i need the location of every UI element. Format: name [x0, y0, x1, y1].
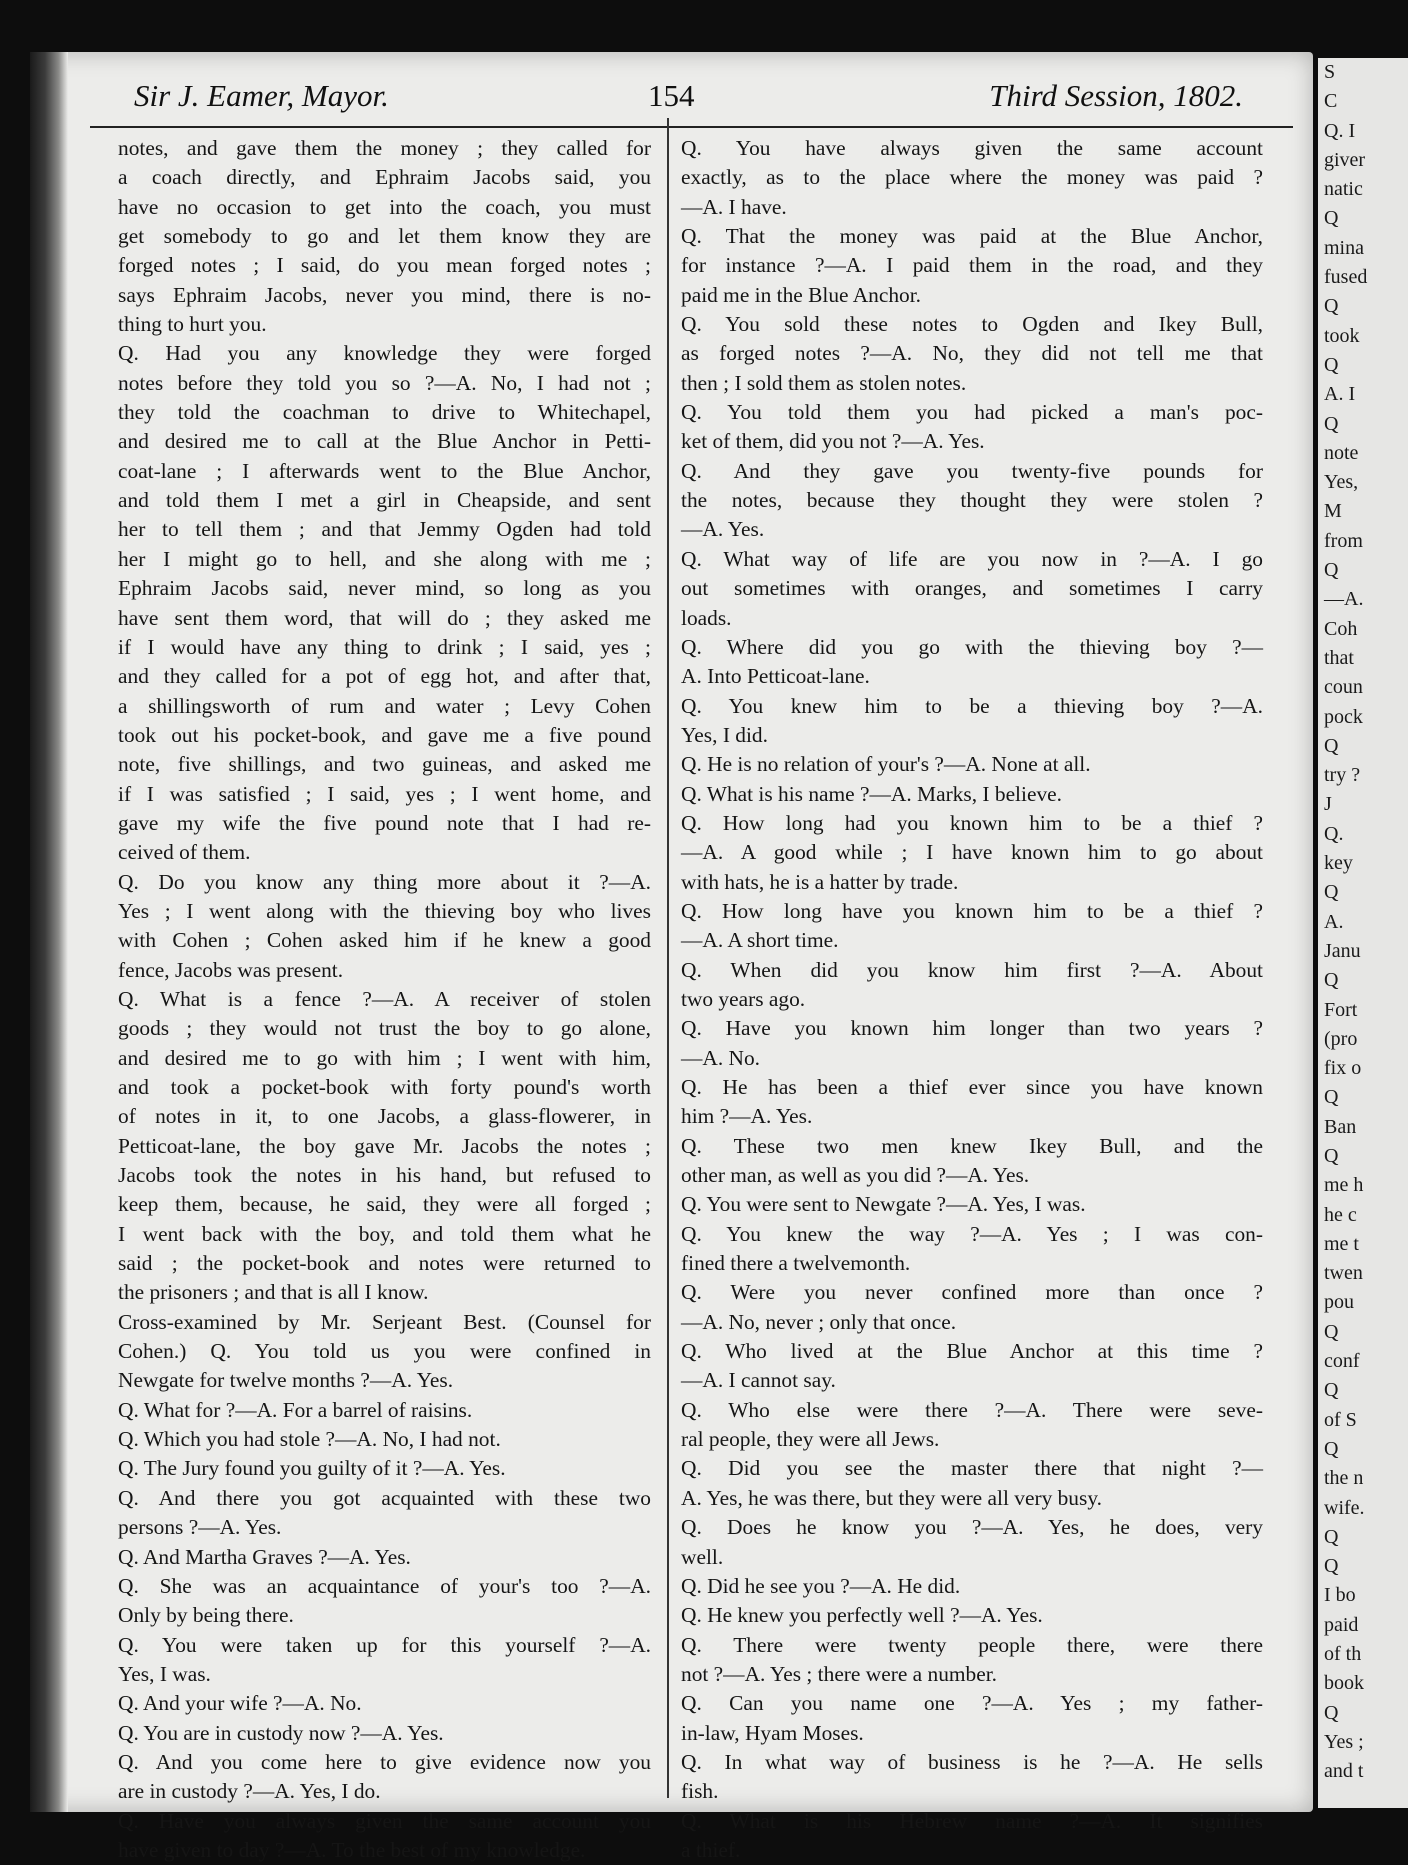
adjacent-page-fragment: the n	[1324, 1467, 1364, 1490]
text-line: Q. What is a fence ?—A. A receiver of stolen	[118, 986, 651, 1011]
text-line: Q. Had you any knowledge they were forged	[118, 341, 651, 366]
text-line: took out his pocket-book, and gave me a five pound	[118, 722, 651, 747]
text-line: Q. In what way of business is he ?—A. He sells	[681, 1749, 1263, 1774]
text-line: are in custody ?—A. Yes, I do.	[118, 1779, 381, 1804]
text-line: Q. Were you never confined more than once ?	[681, 1280, 1263, 1305]
running-header	[100, 78, 1243, 122]
adjacent-page-fragment: Q	[1324, 295, 1339, 318]
text-line: not ?—A. Yes ; there were a number.	[681, 1661, 998, 1686]
adjacent-page-edge	[1318, 58, 1408, 1808]
header-left: Sir J. Eamer, Mayor.	[134, 78, 389, 113]
adjacent-page-fragment: Q	[1324, 1320, 1339, 1343]
adjacent-page-fragment: Q. I	[1324, 119, 1356, 142]
text-line: loads.	[681, 605, 732, 630]
text-line: and told them I met a girl in Cheapside, and sent	[118, 488, 651, 513]
text-line: A. Into Petticoat-lane.	[681, 664, 870, 689]
adjacent-page-fragment: C	[1324, 90, 1338, 113]
text-line: Newgate for twelve months ?—A. Yes.	[118, 1368, 454, 1393]
text-line: Yes, I did.	[681, 722, 768, 747]
text-line: have no occasion to get into the coach, you must	[118, 194, 651, 219]
adjacent-page-fragment: (pro	[1324, 1027, 1358, 1050]
adjacent-page-fragment: took	[1324, 324, 1360, 347]
left-column	[118, 134, 651, 1865]
text-line: and desired me to call at the Blue Anchor in Petti-	[118, 429, 651, 454]
text-line: Q. When did you know him first ?—A. About	[681, 957, 1263, 982]
text-line: gave my wife the five pound note that I had re-	[118, 810, 651, 835]
adjacent-page-fragment: pou	[1324, 1291, 1354, 1314]
adjacent-page-fragment: Q	[1324, 969, 1339, 992]
adjacent-page-fragment: me h	[1324, 1174, 1364, 1197]
adjacent-page-fragment: conf	[1324, 1350, 1360, 1373]
text-line: Q. Have you known him longer than two years ?	[681, 1016, 1263, 1041]
text-line: Q. There were twenty people there, were there	[681, 1632, 1263, 1657]
adjacent-page-fragment: Q	[1324, 881, 1339, 904]
text-line: as forged notes ?—A. No, they did not tell me that	[681, 341, 1263, 366]
text-line: Q. He is no relation of your's ?—A. None at all.	[681, 752, 1091, 777]
text-line: Q. How long have you known him to be a thief ?	[681, 898, 1263, 923]
adjacent-page-fragment: M	[1324, 500, 1342, 523]
header-right: Third Session, 1802.	[989, 78, 1243, 113]
adjacent-page-fragment: —A.	[1324, 588, 1364, 611]
adjacent-page-fragment: S	[1324, 61, 1336, 83]
column-divider	[667, 118, 669, 1798]
text-line: fence, Jacobs was present.	[118, 957, 344, 982]
text-line: and they called for a pot of egg hot, and after that,	[118, 664, 651, 689]
text-line: Cohen.) Q. You told us you were confined in	[118, 1339, 651, 1364]
text-line: Q. Do you know any thing more about it ?—A.	[118, 869, 651, 894]
text-line: Yes ; I went along with the thieving boy who lives	[118, 898, 651, 923]
text-line: him ?—A. Yes.	[681, 1104, 813, 1129]
adjacent-page-fragment: note	[1324, 441, 1359, 464]
adjacent-page-fragment: Fort	[1324, 998, 1358, 1021]
adjacent-page-fragment: paid	[1324, 1613, 1359, 1636]
text-line: Q. These two men knew Ikey Bull, and the	[681, 1133, 1263, 1158]
text-line: goods ; they would not trust the boy to go alone,	[118, 1016, 651, 1041]
adjacent-page-fragment: book	[1324, 1672, 1364, 1695]
adjacent-page-fragment: try ?	[1324, 764, 1361, 787]
adjacent-page-fragment: Q	[1324, 1525, 1339, 1548]
text-line: her to tell them ; and that Jemmy Ogden had told	[118, 517, 651, 542]
text-line: Q. She was an acquaintance of your's too ?—A.	[118, 1573, 651, 1598]
adjacent-page-fragment: Q	[1324, 1437, 1339, 1460]
page-number: 154	[648, 78, 695, 113]
text-line: her I might go to hell, and she along with me ;	[118, 546, 651, 571]
text-line: Q. And there you got acquainted with these two	[118, 1485, 651, 1510]
text-line: Q. That the money was paid at the Blue Anchor,	[681, 224, 1263, 249]
text-line: fish.	[681, 1779, 719, 1804]
text-line: they told the coachman to drive to Whitechapel,	[118, 400, 651, 425]
text-line: with Cohen ; Cohen asked him if he knew a good	[118, 928, 651, 953]
adjacent-page-fragment: giver	[1324, 148, 1366, 171]
adjacent-page-fragment: Q	[1324, 734, 1339, 757]
adjacent-page-fragment: twen	[1324, 1262, 1363, 1285]
text-line: ket of them, did you not ?—A. Yes.	[681, 429, 985, 454]
adjacent-page-fragment: Q	[1324, 353, 1339, 376]
adjacent-page-fragment: me t	[1324, 1232, 1359, 1255]
text-line: Q. You were taken up for this yourself ?—A.	[118, 1632, 651, 1657]
text-line: says Ephraim Jacobs, never you mind, there is no-	[118, 282, 651, 307]
text-line: get somebody to go and let them know they are	[118, 224, 651, 249]
adjacent-page-fragment: Q	[1324, 1555, 1339, 1578]
text-line: Q. What is his Hebrew name ?—A. It signifies	[681, 1808, 1263, 1833]
adjacent-page-fragment: that	[1324, 646, 1354, 669]
adjacent-page-fragment: Janu	[1324, 939, 1361, 962]
text-line: Q. You knew the way ?—A. Yes ; I was con-	[681, 1221, 1263, 1246]
adjacent-page-fragment: Q	[1324, 1144, 1339, 1167]
text-line: —A. A good while ; I have known him to go about	[681, 840, 1263, 865]
text-line: Q. Which you had stole ?—A. No, I had not.	[118, 1427, 501, 1452]
text-line: Q. And your wife ?—A. No.	[118, 1691, 362, 1716]
text-line: Q. The Jury found you guilty of it ?—A. Yes.	[118, 1456, 506, 1481]
text-line: then ; I sold them as stolen notes.	[681, 370, 967, 395]
text-line: —A. I have.	[681, 194, 787, 219]
adjacent-page-fragment: fix o	[1324, 1057, 1362, 1080]
page-binding	[30, 52, 68, 1812]
text-line: Only by being there.	[118, 1603, 294, 1628]
text-line: Petticoat-lane, the boy gave Mr. Jacobs the notes ;	[118, 1133, 651, 1158]
text-line: Q. He has been a thief ever since you have known	[681, 1075, 1263, 1099]
text-line: Cross-examined by Mr. Serjeant Best. (Counsel for	[118, 1309, 651, 1334]
text-line: Q. And they gave you twenty-five pounds for	[681, 458, 1263, 483]
text-line: Q. What for ?—A. For a barrel of raisins.	[118, 1397, 473, 1422]
text-line: —A. Yes.	[681, 517, 765, 542]
text-line: thing to hurt you.	[118, 312, 267, 337]
adjacent-page-fragment: from	[1324, 529, 1363, 552]
text-line: —A. I cannot say.	[681, 1368, 836, 1393]
text-line: Q. How long had you known him to be a thief ?	[681, 810, 1263, 835]
text-line: Q. Does he know you ?—A. Yes, he does, very	[681, 1515, 1263, 1540]
right-column	[681, 134, 1263, 1865]
text-line: for instance ?—A. I paid them in the road, and they	[681, 253, 1263, 278]
text-line: two years ago.	[681, 986, 806, 1011]
adjacent-page-fragment: Yes,	[1324, 471, 1359, 494]
text-line: and took a pocket-book with forty pound's worth	[118, 1075, 651, 1099]
text-line: Q. Have you always given the same account you	[118, 1808, 651, 1833]
text-line: have given to day ?—A. To the best of my knowledge.	[118, 1837, 586, 1862]
adjacent-page-fragment: and t	[1324, 1760, 1364, 1783]
adjacent-page-fragment: he c	[1324, 1203, 1357, 1226]
text-line: well.	[681, 1544, 724, 1569]
text-line: Yes, I was.	[118, 1661, 211, 1686]
text-line: if I was satisfied ; I said, yes ; I went home, and	[118, 781, 651, 806]
text-line: Q. And you come here to give evidence now you	[118, 1749, 651, 1774]
adjacent-page-fragment: Ban	[1324, 1115, 1357, 1138]
adjacent-page-fragment: Coh	[1324, 617, 1358, 640]
text-line: said ; the pocket-book and notes were returned to	[118, 1251, 651, 1276]
text-line: of notes in it, to one Jacobs, a glass-flowerer, in	[118, 1104, 651, 1129]
text-line: Q. And Martha Graves ?—A. Yes.	[118, 1544, 411, 1569]
adjacent-page-fragment: I bo	[1324, 1584, 1356, 1607]
text-line: Q. Can you name one ?—A. Yes ; my father-	[681, 1691, 1263, 1716]
text-line: —A. A short time.	[681, 928, 839, 953]
text-line: Q. He knew you perfectly well ?—A. Yes.	[681, 1603, 1043, 1628]
adjacent-page-fragment: coun	[1324, 676, 1363, 699]
text-line: the notes, because they thought they were stolen ?	[681, 488, 1263, 513]
text-line: notes before they told you so ?—A. No, I had not ;	[118, 370, 651, 395]
adjacent-page-fragment: Q	[1324, 559, 1339, 582]
text-line: coat-lane ; I afterwards went to the Blue Anchor,	[118, 458, 651, 483]
text-line: I went back with the boy, and told them what he	[118, 1221, 651, 1246]
text-line: fined there a twelvemonth.	[681, 1251, 911, 1276]
adjacent-page-fragment: Yes ;	[1324, 1730, 1364, 1753]
text-line: Ephraim Jacobs said, never mind, so long as you	[118, 576, 651, 601]
text-line: persons ?—A. Yes.	[118, 1515, 282, 1540]
text-line: Q. What is his name ?—A. Marks, I believe.	[681, 781, 1062, 806]
text-line: Q. Did you see the master there that night ?—	[681, 1456, 1263, 1481]
adjacent-page-fragment: Q.	[1324, 822, 1344, 845]
text-line: paid me in the Blue Anchor.	[681, 282, 922, 307]
adjacent-page-fragment: of th	[1324, 1643, 1362, 1666]
adjacent-page-fragment: A.	[1324, 910, 1344, 933]
text-line: forged notes ; I said, do you mean forged notes ;	[118, 253, 651, 278]
adjacent-page-fragment: fused	[1324, 266, 1368, 289]
text-line: have sent them word, that will do ; they asked me	[118, 605, 651, 630]
adjacent-page-fragment: wife.	[1324, 1496, 1365, 1519]
adjacent-page-fragment: natic	[1324, 178, 1363, 201]
adjacent-page-fragment: Q	[1324, 207, 1339, 230]
text-line: Q. Where did you go with the thieving boy ?—	[681, 634, 1263, 659]
header-rule	[90, 126, 1293, 128]
text-line: if I would have any thing to drink ; I said, yes ;	[118, 634, 651, 659]
text-line: exactly, as to the place where the money was paid ?	[681, 165, 1263, 190]
adjacent-page-fragment: Q	[1324, 412, 1339, 435]
text-line: Q. What way of life are you now in ?—A. I go	[681, 546, 1263, 571]
adjacent-page-fragment: J	[1324, 793, 1332, 816]
text-line: and desired me to go with him ; I went with him,	[118, 1045, 651, 1070]
text-line: Q. You sold these notes to Ogden and Ikey Bull,	[681, 312, 1263, 337]
text-line: other man, as well as you did ?—A. Yes.	[681, 1163, 1030, 1188]
text-line: —A. No, never ; only that once.	[681, 1309, 957, 1334]
adjacent-page-fragment: key	[1324, 852, 1353, 875]
text-line: Q. You have always given the same account	[681, 136, 1263, 160]
text-line: Q. You are in custody now ?—A. Yes.	[118, 1720, 444, 1745]
adjacent-page-fragment: pock	[1324, 705, 1363, 728]
text-line: Q. You told them you had picked a man's poc-	[681, 400, 1263, 425]
text-line: out sometimes with oranges, and sometimes I carry	[681, 576, 1263, 601]
text-line: ceived of them.	[118, 840, 251, 865]
adjacent-page-fragment: of S	[1324, 1408, 1357, 1431]
adjacent-page-fragment: A. I	[1324, 383, 1356, 406]
adjacent-page-fragment: Q	[1324, 1086, 1339, 1109]
adjacent-page-fragment: Q	[1324, 1701, 1339, 1724]
text-line: Q. You knew him to be a thieving boy ?—A.	[681, 693, 1263, 718]
text-line: ral people, they were all Jews.	[681, 1427, 940, 1452]
text-line: note, five shillings, and two guineas, and asked me	[118, 752, 651, 777]
text-line: Q. You were sent to Newgate ?—A. Yes, I was.	[681, 1192, 1086, 1217]
adjacent-page-fragment: mina	[1324, 236, 1364, 259]
text-line: in-law, Hyam Moses.	[681, 1720, 864, 1745]
text-line: keep them, because, he said, they were all forged ;	[118, 1192, 651, 1217]
text-line: —A. No.	[681, 1045, 761, 1070]
text-line: the prisoners ; and that is all I know.	[118, 1280, 429, 1305]
text-line: Q. Who lived at the Blue Anchor at this time ?	[681, 1339, 1263, 1364]
book-page	[30, 52, 1313, 1862]
text-line: notes, and gave them the money ; they called for	[118, 136, 651, 160]
text-line: Q. Who else were there ?—A. There were seve-	[681, 1397, 1263, 1422]
text-line: a thief.	[681, 1837, 741, 1862]
text-line: a shillingsworth of rum and water ; Levy Cohen	[118, 693, 651, 718]
text-line: Q. Did he see you ?—A. He did.	[681, 1573, 961, 1598]
adjacent-page-fragment: Q	[1324, 1379, 1339, 1402]
text-line: A. Yes, he was there, but they were all very busy.	[681, 1485, 1102, 1510]
text-line: Jacobs took the notes in his hand, but refused to	[118, 1163, 651, 1188]
text-line: with hats, he is a hatter by trade.	[681, 869, 959, 894]
text-line: a coach directly, and Ephraim Jacobs said, you	[118, 165, 651, 190]
